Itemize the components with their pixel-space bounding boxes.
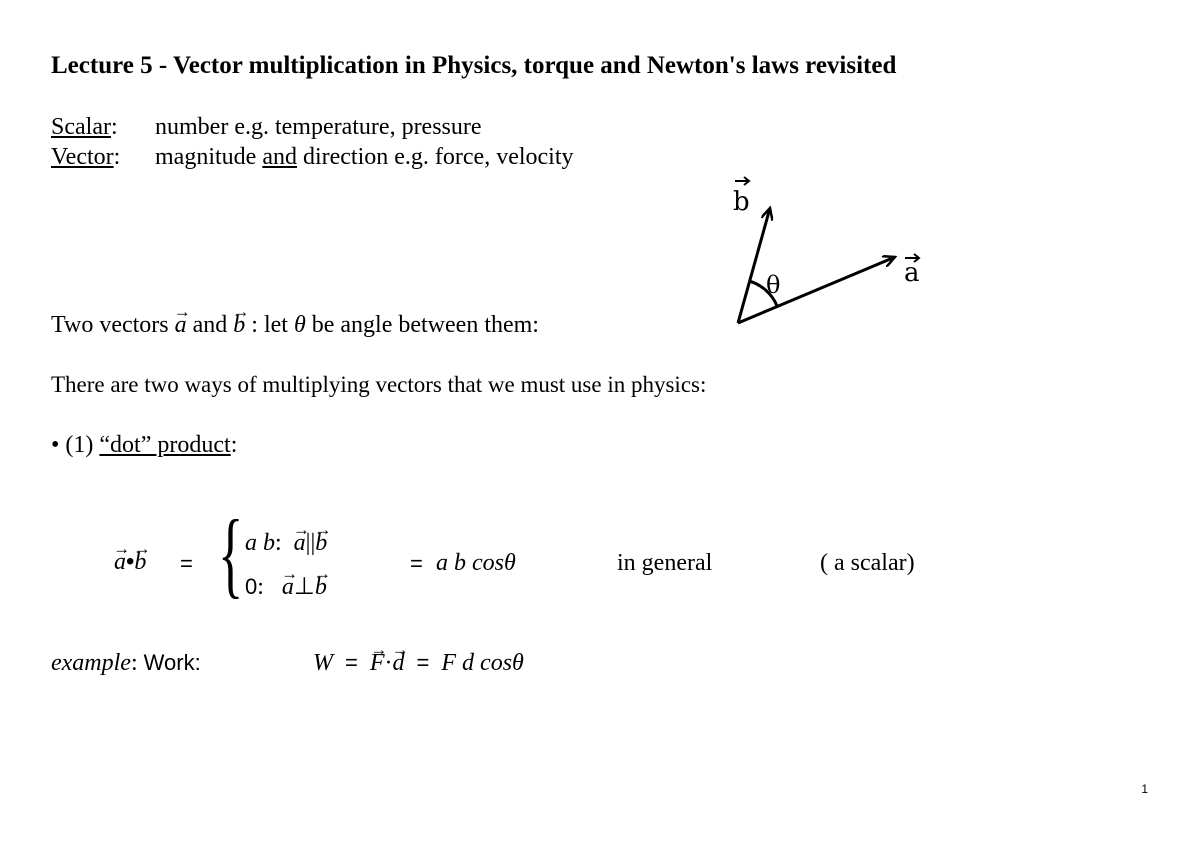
ways-line: There are two ways of multiplying vectors that we must use in physics: — [51, 372, 707, 397]
dot-product-heading: • (1) “dot” product: — [51, 432, 238, 458]
dot-product-title: “dot” product — [99, 432, 231, 458]
case-brace: { — [218, 500, 244, 607]
perpendicular-case: 0: → a⊥→ b — [245, 572, 327, 601]
dot-product-lhs: → a•→ b — [114, 548, 146, 576]
vector-a-label: a — [904, 258, 920, 288]
scalar-description: number e.g. temperature, pressure — [155, 114, 482, 140]
page-title: Lecture 5 - Vector multiplication in Physics, torque and Newton's laws revisited — [51, 52, 897, 79]
two-vectors-line: Two vectors → a and → b : let θ be angle between them: — [51, 312, 539, 339]
in-general-label: in general — [617, 550, 713, 576]
work-formula: W = → F·→ d = F d cosθ — [313, 650, 524, 677]
parallel-case: a b: → a||→ b — [245, 530, 327, 557]
vector-definition: Vector: — [51, 144, 121, 170]
vector-angle-diagram — [700, 165, 950, 340]
angle-label: θ — [766, 271, 781, 299]
vector-b-arrow — [738, 208, 770, 323]
vector-a-arrow — [738, 257, 895, 323]
scalar-term: Scalar — [51, 114, 111, 140]
scalar-note: ( a scalar) — [820, 550, 915, 576]
scalar-definition: Scalar: — [51, 114, 118, 140]
dot-product-result: a b cosθ — [436, 550, 516, 576]
vector-term: Vector — [51, 144, 114, 170]
page-number: 1 — [1141, 782, 1148, 796]
example-label: example: Work: — [51, 650, 201, 676]
dot-product-equals: = — [180, 551, 193, 576]
result-equals: = — [410, 551, 423, 576]
vector-b-label: b — [733, 187, 750, 217]
vector-description: magnitude and direction e.g. force, velocity — [155, 144, 574, 170]
